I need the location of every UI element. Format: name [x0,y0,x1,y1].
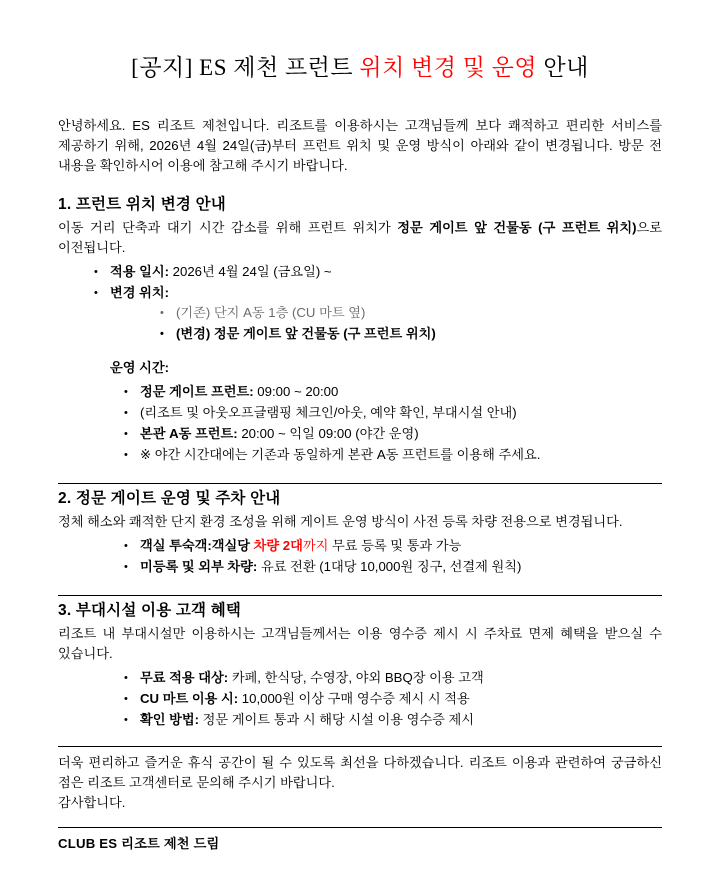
operating-hours-list [58,382,662,465]
list-item [92,283,662,344]
page-title-highlight: 위치 변경 및 운영 [359,55,538,80]
divider [58,595,662,596]
closing-paragraph: 더욱 편리하고 즐거운 휴식 공간이 될 수 있도록 최선을 다하겠습니다. 리조트 이용과 관련하여 궁금하신 점은 리조트 고객센터로 문의해 주시기 바랍니다. [58,755,662,791]
list-item: • (기존) 단지 A동 1층 (CU 마트 옆) [158,303,662,323]
page-title-prefix: [공지] ES 제천 프런트 [131,55,360,80]
section-1 [58,194,662,465]
section-3-heading: 3. 부대시설 이용 고객 혜택 [58,602,242,620]
location-change-label: 변경 위치: [110,285,170,301]
closing-block [58,746,662,854]
section-2-body: 정체 해소와 쾌적한 단지 환경 조성을 위해 게이트 운영 방식이 사전 등록 차량 전용으로 변경됩니다. [58,514,623,530]
list-item: • (변경) 정문 게이트 앞 건물동 (구 프런트 위치) [158,324,662,344]
intro-paragraph: 안녕하세요. ES 리조트 제천입니다. 리조트를 이용하시는 고객님들께 보다 쾌적하고 편리한 서비스를 제공하기 위해, 2026년 4월 24일(금)부터 프런트 위치 및 운영 방식이 아래와 같이 변경됩니다. 방문 전 내용을 확인하시어 이용에 참고해 주시기 바랍니다. [58,118,662,174]
section-1-body-bold: 정문 게이트 앞 건물동 (구 프런트 위치) [397,220,637,236]
signature: CLUB ES 리조트 제천 드림 [58,836,220,852]
section-2 [58,483,662,577]
list-item [122,536,662,556]
gate-front-label: 정문 게이트 프런트: [140,384,254,400]
section-1-list [58,262,662,344]
gate-front-note: • (리조트 및 아웃오프글램핑 체크인/아웃, 예약 확인, 부대시설 안내) [122,403,662,423]
divider [58,483,662,484]
list-item [122,710,662,730]
list-item [122,668,662,688]
guest-vehicle-limit-suffix: 까지 [302,538,329,554]
main-front-label: 본관 A동 프런트: [140,426,238,442]
location-change-sublist [110,303,662,344]
section-2-heading: 2. 정문 게이트 운영 및 주차 안내 [58,490,281,508]
apply-date-label: 적용 일시: [110,264,170,280]
page-title [58,0,662,83]
unregistered-vehicle-value: 유료 전환 (1대당 10,000원 징구, 선결제 원칙) [257,559,522,575]
cu-mart-label: CU 마트 이용 시: [140,691,239,707]
section-1-heading: 1. 프런트 위치 변경 안내 [58,196,226,214]
verify-method-value: 정문 게이트 통과 시 해당 시설 이용 영수증 제시 [199,712,475,728]
operating-hours-label: 운영 시간: [110,360,170,376]
section-1-body [58,218,662,258]
free-target-label: 무료 적용 대상: [140,670,229,686]
verify-method-label: 확인 방법: [140,712,200,728]
closing-thanks: 감사합니다. [58,795,126,811]
unregistered-vehicle-label: 미등록 및 외부 차량: [140,559,258,575]
section-2-list [58,536,662,577]
list-item [122,382,662,402]
night-hours-footnote: • ※ 야간 시간대에는 기존과 동일하게 본관 A동 프런트를 이용해 주세요. [122,445,662,465]
list-item [122,557,662,577]
page-title-suffix: 안내 [537,55,589,80]
guest-vehicle-tail: 무료 등록 및 통과 가능 [328,538,462,554]
list-item [92,262,662,282]
divider [58,746,662,747]
guest-vehicle-label: 객실 투숙객:객실당 [140,538,250,554]
apply-date-value: 2026년 4월 24일 (금요일) ~ [169,264,332,280]
list-item [122,424,662,444]
section-3-body: 리조트 내 부대시설만 이용하시는 고객님들께서는 이용 영수증 제시 시 주차료 면제 혜택을 받으실 수 있습니다. [58,626,662,662]
guest-vehicle-count: 차량 2대 [249,538,303,554]
list-item [122,689,662,709]
main-front-value: 20:00 ~ 익일 09:00 (야간 운영) [237,426,419,442]
section-1-body-pre: 이동 거리 단축과 대기 시간 감소를 위해 프런트 위치가 [58,220,398,236]
free-target-value: 카페, 한식당, 수영장, 야외 BBQ장 이용 고객 [228,670,484,686]
divider [58,827,662,828]
gate-front-value: 09:00 ~ 20:00 [253,384,339,400]
cu-mart-value: 10,000원 이상 구매 영수증 제시 시 적용 [238,691,470,707]
section-1-body-post: 으로 이전됩니다. [58,220,663,256]
section-3 [58,595,662,730]
section-3-list [58,668,662,730]
